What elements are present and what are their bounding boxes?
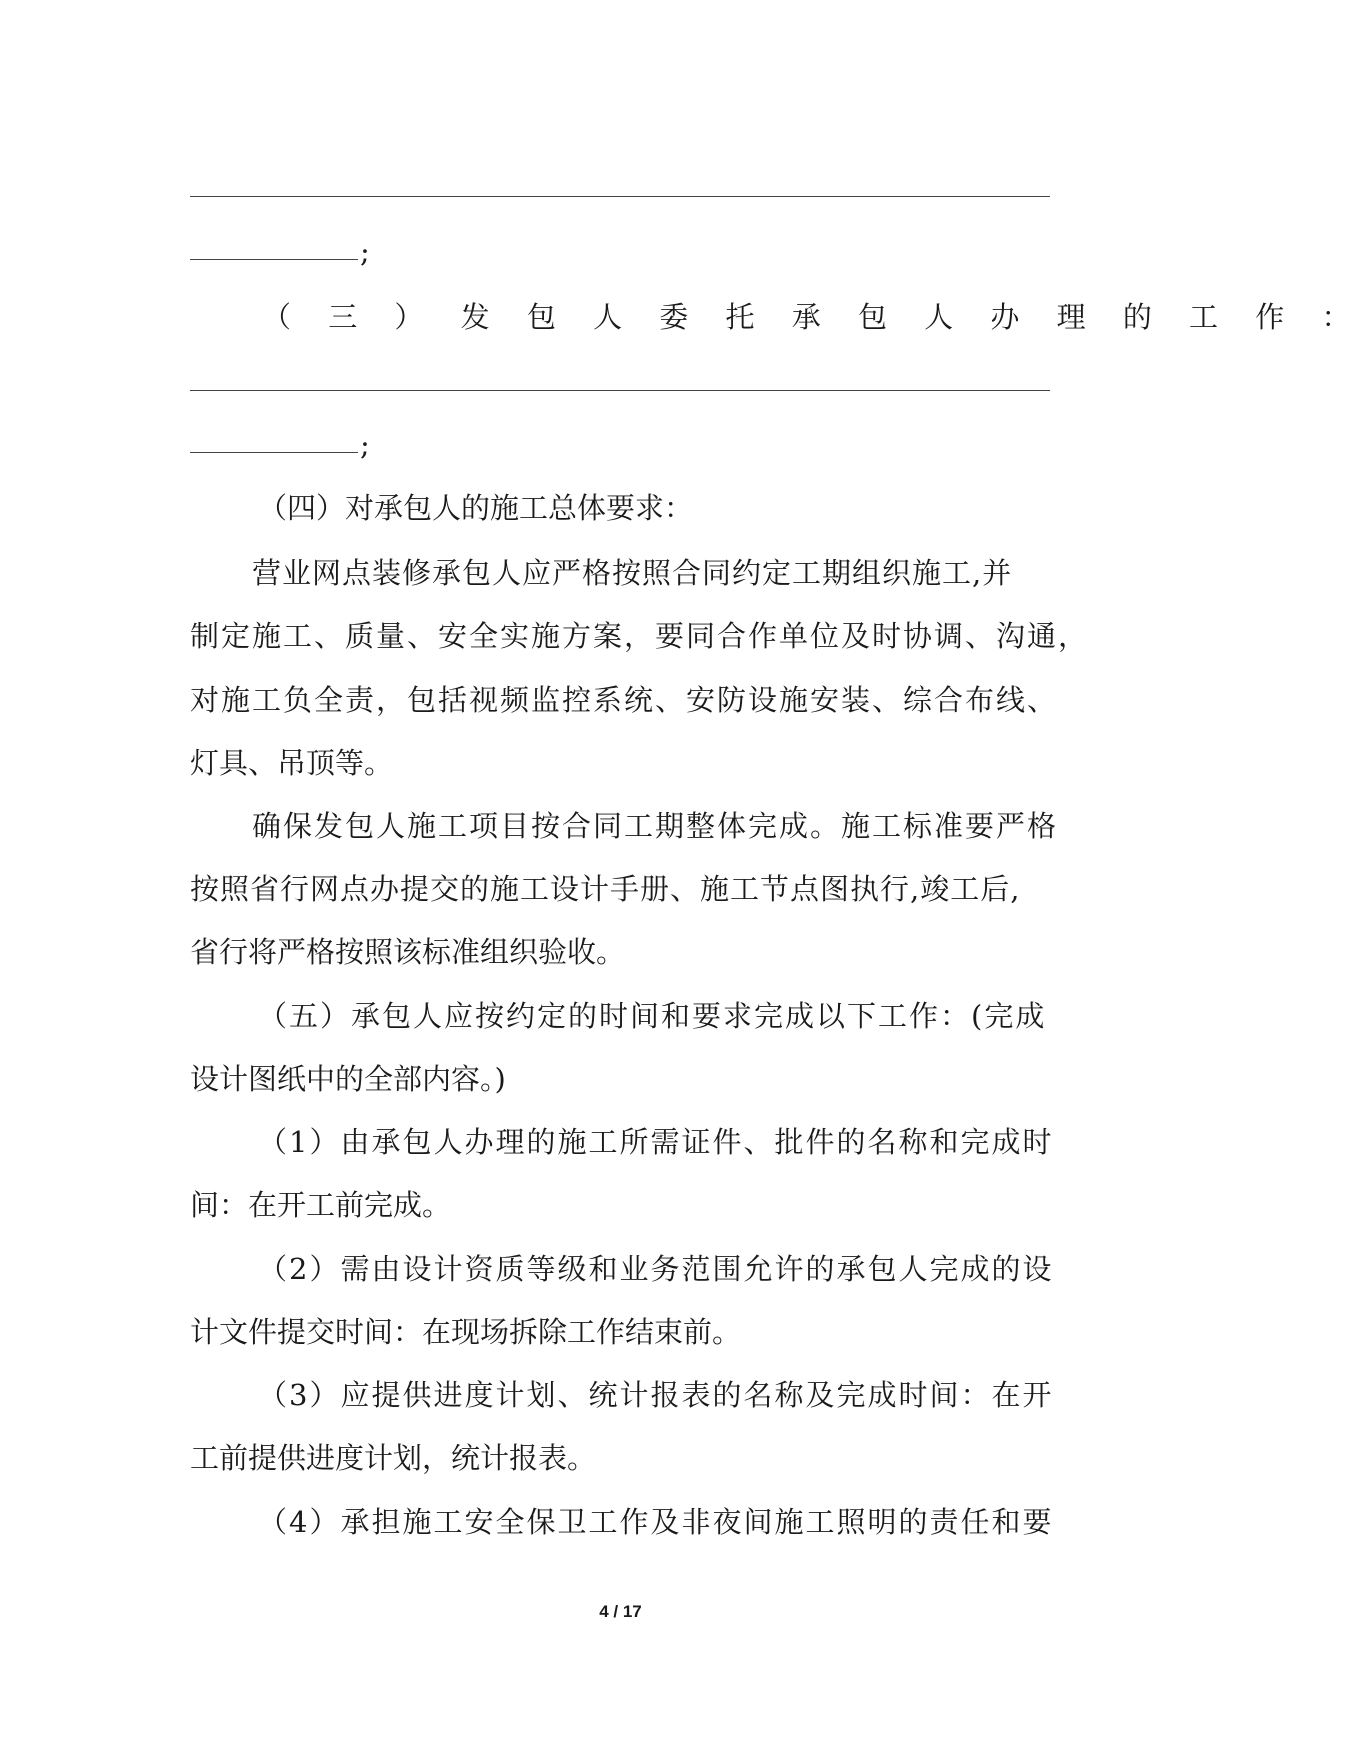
paragraph-line: 按照省行网点办提交的施工设计手册、施工节点图执行,竣工后,	[190, 872, 1021, 906]
paragraph-line: 营业网点装修承包人应严格按照合同约定工期组织施工,并	[252, 556, 1013, 590]
sub-item-line: （2）需由设计资质等级和业务范围允许的承包人完成的设	[258, 1252, 1054, 1286]
paragraph-line: 省行将严格按照该标准组织验收。	[190, 935, 626, 969]
semicolon: ;	[360, 235, 370, 269]
item5-line: 设计图纸中的全部内容。)	[190, 1062, 506, 1096]
blank-fill-line	[190, 452, 358, 453]
sub-item-line: （4）承担施工安全保卫工作及非夜间施工照明的责任和要	[258, 1505, 1054, 1539]
blank-fill-line	[190, 196, 1050, 197]
item4-heading: （四）对承包人的施工总体要求：	[258, 491, 694, 525]
sub-item-line: （1）由承包人办理的施工所需证件、批件的名称和完成时	[258, 1125, 1054, 1159]
paragraph-line: 制定施工、质量、安全实施方案，要同合作单位及时协调、沟通，	[190, 619, 1090, 653]
paragraph-line: 确保发包人施工项目按合同工期整体完成。施工标准要严格	[252, 809, 1059, 843]
blank-fill-line	[190, 390, 1050, 391]
item3-heading: （ 三 ） 发 包 人 委 托 承 包 人 办 理 的 工 作 ：	[262, 300, 1365, 334]
paragraph-line: 灯具、吊顶等。	[190, 746, 394, 780]
sub-item-line: 工前提供进度计划，统计报表。	[190, 1441, 597, 1475]
blank-fill-line	[190, 259, 358, 260]
sub-item-line: （3）应提供进度计划、统计报表的名称及完成时间：在开	[258, 1378, 1054, 1412]
sub-item-line: 计文件提交时间：在现场拆除工作结束前。	[190, 1315, 742, 1349]
item5-line: （五）承包人应按约定的时间和要求完成以下工作：(完成	[258, 999, 1047, 1033]
sub-item-line: 间：在开工前完成。	[190, 1188, 452, 1222]
semicolon: ;	[360, 428, 370, 462]
page-number: 4 / 17	[599, 1602, 642, 1621]
paragraph-line: 对施工负全责，包括视频监控系统、安防设施安装、综合布线、	[190, 683, 1059, 717]
